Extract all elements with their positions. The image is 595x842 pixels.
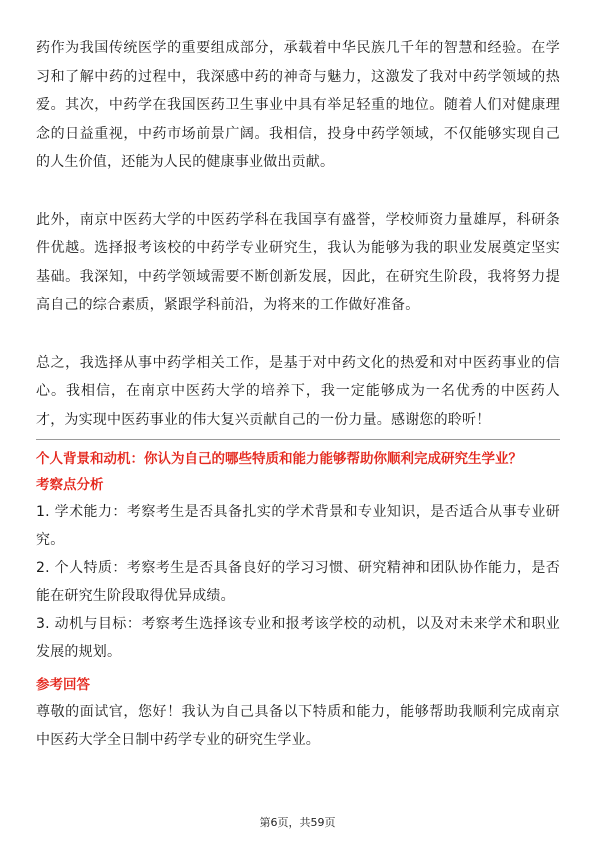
body-paragraph-1: 药作为我国传统医学的重要组成部分，承载着中华民族几千年的智慧和经验。在学习和了解中药的过程中，我深感中药的神奇与魅力，这激发了我对中药学领域的热爱。其次，中药学在我国医药卫生事业中具有举足轻重的地位。随着人们对健康理念的日益重视，中药市场前景广阔。我相信，投身中药学领域，不仅能够实现自己的人生价值，还能为人民的健康事业做出贡献。: [36, 40, 560, 170]
analysis-heading: 考察点分析: [36, 477, 104, 493]
paragraph-gap: [36, 320, 560, 349]
analysis-item-2: 2. 个人特质：考察考生是否具备良好的学习习惯、研究精神和团队协作能力，是否能在研究生阶段取得优异成绩。: [36, 560, 560, 604]
interview-question: 个人背景和动机：你认为自己的哪些特质和能力能够帮助你顺利完成研究生学业？: [36, 451, 522, 467]
body-paragraph-3: 总之，我选择从事中药学相关工作，是基于对中药文化的热爱和对中医药事业的信心。我相信，在南京中医药大学的培养下，我一定能够成为一名优秀的中医药人才，为实现中医药事业的伟大复兴贡献自己的一份力量。感谢您的聆听！: [36, 354, 560, 428]
reference-heading: 参考回答: [36, 677, 90, 693]
paragraph-gap: [36, 177, 560, 206]
body-paragraph-2: 此外，南京中医药大学的中医药学科在我国享有盛誉，学校师资力量雄厚，科研条件优越。选择报考该校的中药学专业研究生，我认为能够为我的职业发展奠定坚实基础。我深知，中药学领域需要不断创新发展，因此，在研究生阶段，我将努力提高自己的综合素质，紧跟学科前沿，为将来的工作做好准备。: [36, 211, 560, 313]
analysis-item-3: 3. 动机与目标：考察考生选择该专业和报考该学校的动机，以及对未来学术和职业发展的规划。: [36, 616, 560, 660]
reference-answer: 尊敬的面试官，您好！我认为自己具备以下特质和能力，能够帮助我顺利完成南京中医药大学全日制中药学专业的研究生学业。: [36, 704, 560, 748]
section-divider: [36, 439, 560, 440]
analysis-item-1: 1. 学术能力：考察考生是否具备扎实的学术背景和专业知识，是否适合从事专业研究。: [36, 504, 560, 548]
page-number-footer: 第6页，共59页: [259, 816, 336, 829]
page-content: [36, 34, 560, 754]
